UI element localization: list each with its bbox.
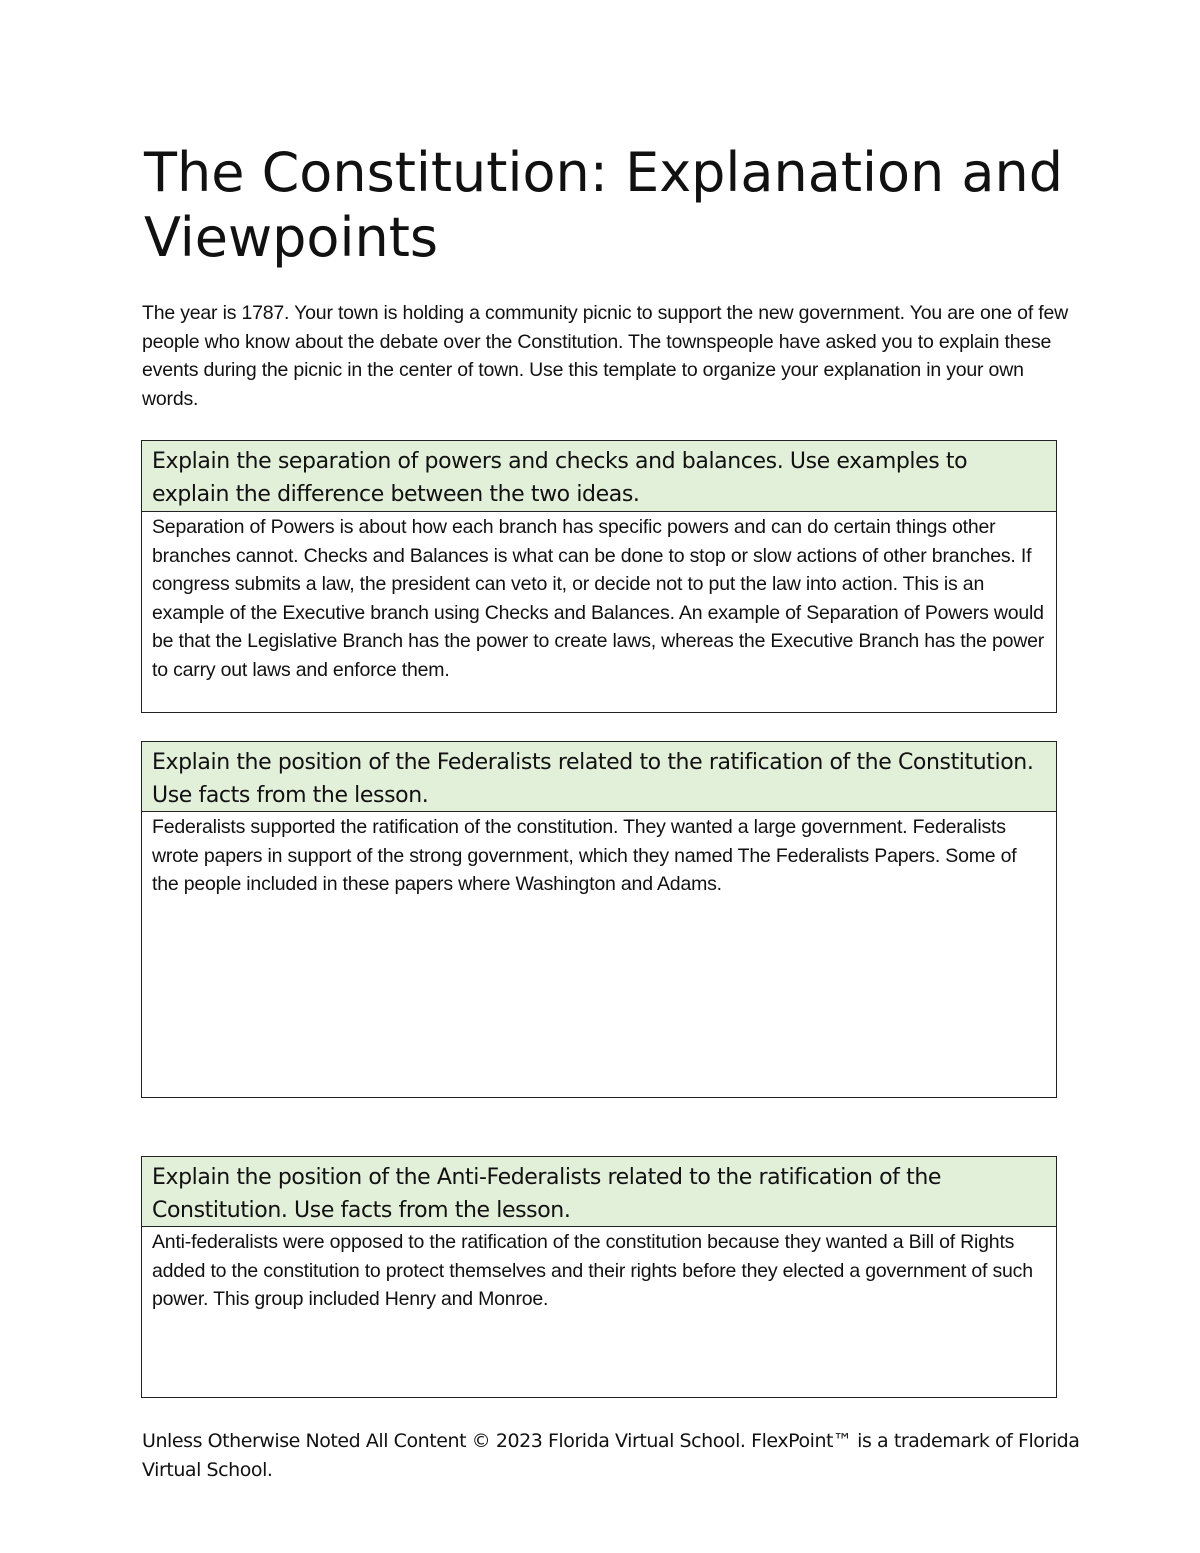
section-federalists	[141, 741, 1057, 1098]
copyright-footer: Unless Otherwise Noted All Content © 2023 Florida Virtual School. FlexPoint™ is a trademark of Florida Virtual School.	[142, 1430, 1080, 1481]
section-answer[interactable]: Anti-federalists were opposed to the ratification of the constitution because they wanted a Bill of Rights added to the constitution to protect themselves and their rights before they elected a government of such power. This group included Henry and Monroe.	[152, 1231, 1033, 1311]
intro-paragraph: The year is 1787. Your town is holding a community picnic to support the new government. You are one of few people who know about the debate over the Constitution. The townspeople have asked you to explain these events during the picnic in the center of town. Use this template to organize your explanation in your own words.	[142, 302, 1069, 410]
section-separation-of-powers	[141, 440, 1057, 713]
section-prompt: Explain the position of the Federalists related to the ratification of the Constitution. Use facts from the lesson.	[142, 742, 1056, 812]
section-prompt: Explain the position of the Anti-Federalists related to the ratification of the Constitution. Use facts from the lesson.	[142, 1157, 1056, 1227]
section-prompt: Explain the separation of powers and checks and balances. Use examples to explain the difference between the two ideas.	[142, 441, 1056, 512]
page-title: The Constitution: Explanation and Viewpoints	[144, 141, 1064, 269]
section-answer[interactable]: Federalists supported the ratification of the constitution. They wanted a large government. Federalists wrote papers in support of the strong government, which they named The Federalists Papers. Some of the people included in these papers where Washington and Adams.	[152, 816, 1017, 896]
section-answer[interactable]: Separation of Powers is about how each branch has specific powers and can do certain things other branches cannot. Checks and Balances is what can be done to stop or slow actions of other branches. If congress submits a law, the president can veto it, or decide not to put the law into action. This is an example of the Executive branch using Checks and Balances. An example of Separation of Powers would be that the Legislative Branch has the power to create laws, whereas the Executive Branch has the power to carry out laws and enforce them.	[152, 516, 1045, 681]
section-anti-federalists	[141, 1156, 1057, 1398]
